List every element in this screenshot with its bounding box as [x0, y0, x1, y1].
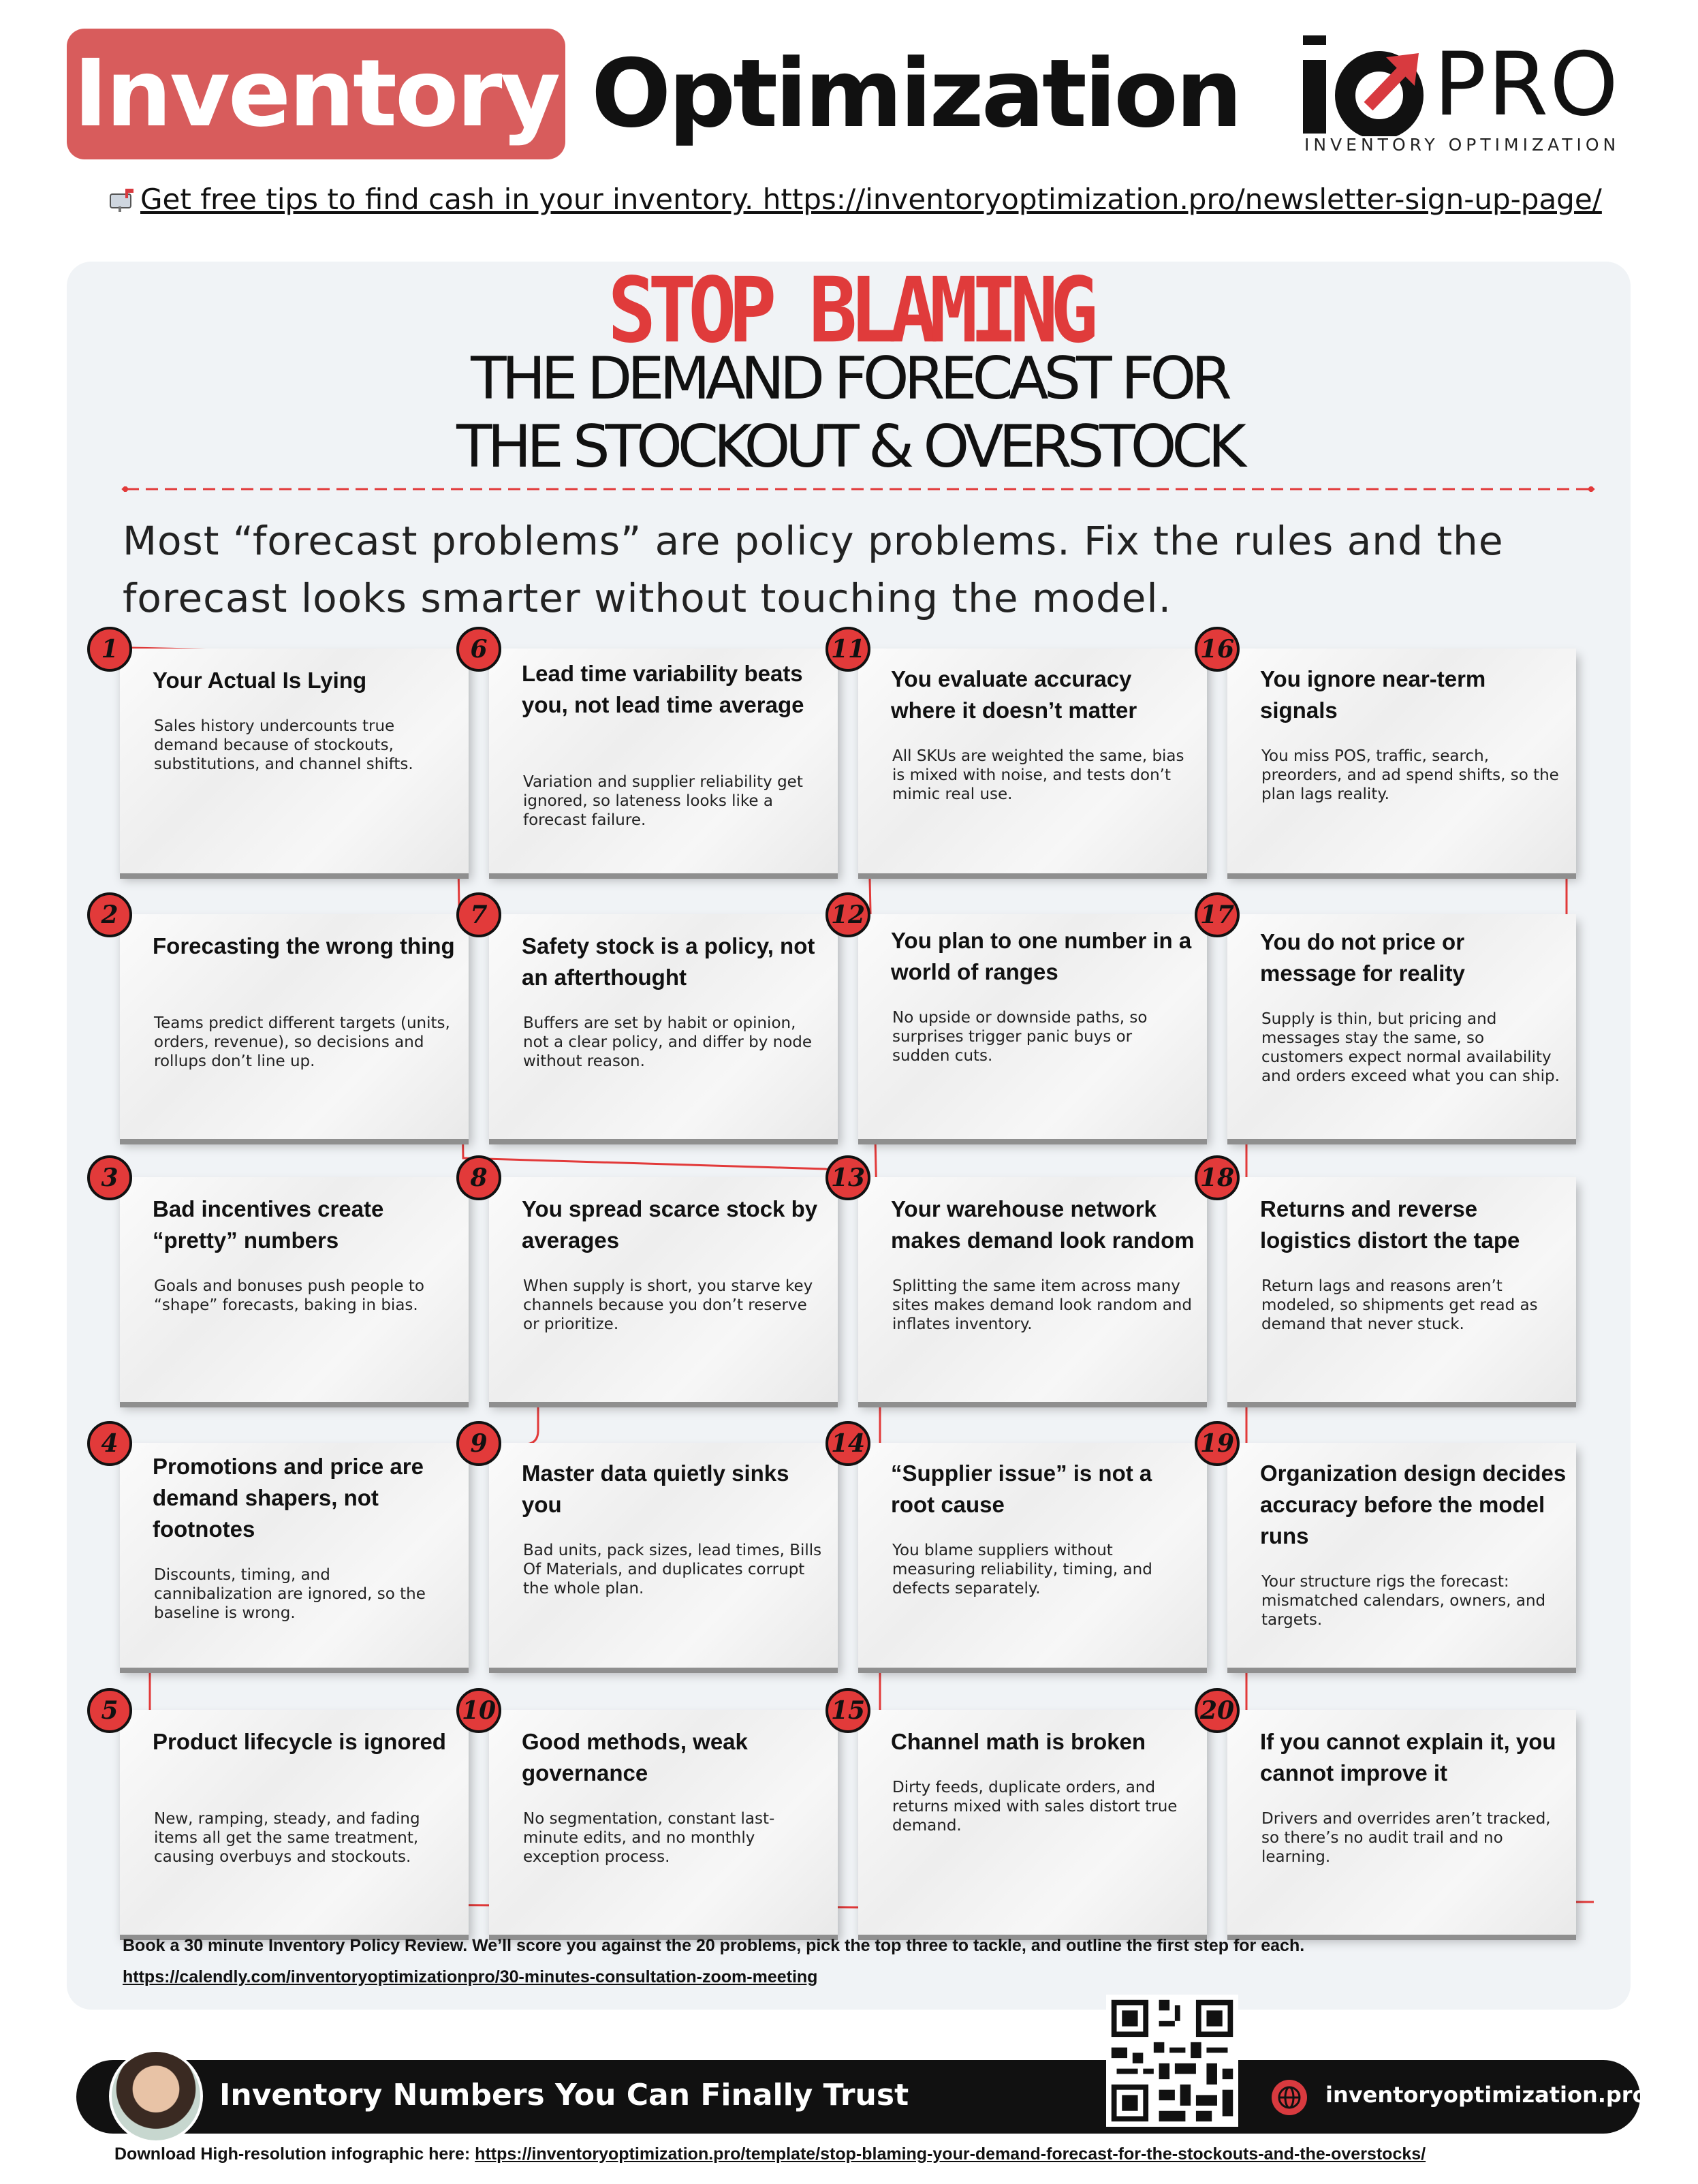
problem-number-badge: 11 [826, 627, 870, 672]
problem-number-badge: 7 [456, 892, 501, 937]
problem-card-20 [1227, 1710, 1576, 1935]
problem-card-title: Organization design decides accuracy before the model runs [1260, 1461, 1567, 1548]
problem-card-description: New, ramping, steady, and fading items all get the same treatment, causing overbuys and stockouts. [154, 1810, 420, 1866]
cta-link[interactable]: https://calendly.com/inventoryoptimizationpro/30-minutes-consultation-zoom-meeting [123, 1967, 818, 1986]
problem-card-2 [120, 914, 469, 1139]
problem-card-11 [858, 649, 1207, 873]
problem-card-5 [120, 1710, 469, 1935]
logo-tagline: INVENTORY OPTIMIZATION [1304, 135, 1620, 155]
problem-number-badge: 18 [1195, 1155, 1240, 1200]
problem-card-description: Buffers are set by habit or opinion, not a clear policy, and differ by node without reason. [523, 1014, 813, 1070]
footer-website[interactable]: inventoryoptimization.pro [1325, 2082, 1648, 2108]
problem-card-description: No segmentation, constant last-minute edits, and no monthly exception process. [523, 1810, 775, 1866]
problem-card-7 [489, 914, 838, 1139]
problem-card-title: You plan to one number in a world of ranges [891, 928, 1192, 984]
problem-card-title: Your warehouse network makes demand look random [891, 1196, 1195, 1253]
problem-number-badge: 17 [1195, 892, 1240, 937]
problem-number-badge: 15 [826, 1688, 870, 1733]
problem-number-badge: 8 [456, 1155, 501, 1200]
problem-number-badge: 12 [826, 892, 870, 937]
problem-card-title: “Supplier issue” is not a root cause [891, 1461, 1152, 1517]
problem-card-title: Product lifecycle is ignored [153, 1729, 446, 1754]
problem-card-description: Drivers and overrides aren’t tracked, so there’s no audit trail and no learning. [1261, 1810, 1551, 1866]
problem-number-badge: 9 [456, 1421, 501, 1466]
problem-number-badge: 16 [1195, 627, 1240, 672]
logo-pro-text: PRO [1434, 34, 1620, 136]
headline-line-1: THE DEMAND FORECAST FOR [471, 345, 1227, 413]
problem-card-16 [1227, 649, 1576, 873]
qr-code-icon[interactable] [1106, 1995, 1238, 2127]
download-link[interactable]: https://inventoryoptimization.pro/template/stop-blaming-your-demand-forecast-for-the-stockouts-and-the-overstocks/ [475, 2144, 1426, 2164]
problem-card-18 [1227, 1177, 1576, 1402]
problem-card-title: You evaluate accuracy where it doesn’t matter [891, 666, 1137, 723]
headline-kicker: STOP BLAMING [608, 258, 1090, 363]
problem-card-17 [1227, 914, 1576, 1139]
mailbox-icon [109, 185, 136, 207]
problem-card-10 [489, 1710, 838, 1935]
problem-card-title: Lead time variability beats you, not lead time average [522, 661, 804, 717]
cta-text: Book a 30 minute Inventory Policy Review. We’ll score you against the 20 problems, pick the top three to tackle, and outline the first step for each. [123, 1936, 1305, 1955]
page-title: Optimization [591, 39, 1240, 149]
problem-number-badge: 14 [826, 1421, 870, 1466]
problem-card-title: Safety stock is a policy, not an afterthought [522, 933, 815, 990]
download-label: Download High-resolution infographic here: [114, 2144, 475, 2164]
globe-icon [1271, 2079, 1308, 2116]
problem-card-description: Sales history undercounts true demand because of stockouts, substitutions, and channel shifts. [154, 717, 413, 773]
problem-card-description: You miss POS, traffic, search, preorders, and ad spend shifts, so the plan lags reality. [1261, 747, 1559, 803]
intro-text: Most “forecast problems” are policy problems. Fix the rules and the forecast looks smarter without touching the model. [123, 518, 1504, 621]
problem-card-description: Splitting the same item across many sites makes demand look random and inflates inventory. [892, 1277, 1192, 1333]
problem-card-description: Bad units, pack sizes, lead times, Bills Of Materials, and duplicates corrupt the whole plan. [523, 1542, 822, 1597]
dashed-divider [121, 486, 1597, 492]
problem-card-8 [489, 1177, 838, 1402]
problem-card-description: No upside or downside paths, so surprises trigger panic buys or sudden cuts. [892, 1009, 1148, 1065]
problem-card-1 [120, 649, 469, 873]
problem-number-badge: 3 [87, 1155, 132, 1200]
problem-card-title: Returns and reverse logistics distort the tape [1260, 1196, 1520, 1253]
problem-card-9 [489, 1443, 838, 1668]
problem-number-badge: 20 [1195, 1688, 1240, 1733]
problem-card-title: Good methods, weak governance [522, 1729, 748, 1785]
problem-card-6 [489, 649, 838, 873]
problem-card-title: Bad incentives create “pretty” numbers [153, 1196, 384, 1253]
title-badge: Inventory [67, 29, 565, 159]
problem-card-description: Dirty feeds, duplicate orders, and returns mixed with sales distort true demand. [892, 1779, 1178, 1835]
problem-card-description: You blame suppliers without measuring reliability, timing, and defects separately. [892, 1542, 1152, 1597]
problem-card-3 [120, 1177, 469, 1402]
problem-number-badge: 13 [826, 1155, 870, 1200]
headline-line-2: THE STOCKOUT & OVERSTOCK [456, 413, 1242, 481]
problem-card-description: Variation and supplier reliability get ignored, so lateness looks like a forecast failure. [523, 773, 803, 829]
newsletter-link[interactable] [109, 183, 1602, 216]
newsletter-text: Get free tips to find cash in your inventory. https://inventoryoptimization.pro/newsletter-sign-up-page/ [140, 183, 1602, 216]
problem-card-4 [120, 1443, 469, 1668]
problem-card-14 [858, 1443, 1207, 1668]
problem-card-title: You do not price or message for reality [1260, 929, 1465, 986]
problem-card-title: Master data quietly sinks you [522, 1461, 789, 1517]
problem-card-description: Teams predict different targets (units, orders, revenue), so decisions and rollups don’t line up. [154, 1014, 450, 1070]
footer-slogan: Inventory Numbers You Can Finally Trust [219, 2078, 909, 2112]
problem-card-13 [858, 1177, 1207, 1402]
problem-number-badge: 6 [456, 627, 501, 672]
problem-card-description: Your structure rigs the forecast: mismatched calendars, owners, and targets. [1261, 1573, 1546, 1629]
problem-card-title: You ignore near-term signals [1260, 666, 1486, 723]
problem-number-badge: 2 [87, 892, 132, 937]
problem-card-title: You spread scarce stock by averages [522, 1196, 818, 1253]
download-line [114, 2144, 1426, 2164]
problem-number-badge: 1 [87, 627, 132, 672]
problem-card-12 [858, 914, 1207, 1139]
problem-card-description: Supply is thin, but pricing and messages stay the same, so customers expect normal availability and orders exceed what you can ship. [1261, 1010, 1560, 1085]
problem-card-description: Goals and bonuses push people to “shape” forecasts, baking in bias. [154, 1277, 424, 1314]
problem-card-description: When supply is short, you starve key channels because you don’t reserve or prioritize. [523, 1277, 813, 1333]
problem-card-title: If you cannot explain it, you cannot improve it [1260, 1729, 1556, 1785]
problem-card-title: Channel math is broken [891, 1729, 1146, 1754]
problem-number-badge: 19 [1195, 1421, 1240, 1466]
problem-card-description: Return lags and reasons aren’t modeled, so shipments get read as demand that never stuck. [1261, 1277, 1538, 1333]
problem-number-badge: 5 [87, 1688, 132, 1733]
problem-card-title: Your Actual Is Lying [153, 668, 367, 693]
problem-card-description: Discounts, timing, and cannibalization are ignored, so the baseline is wrong. [154, 1566, 426, 1622]
problem-card-15 [858, 1710, 1207, 1935]
problem-number-badge: 4 [87, 1421, 132, 1466]
problem-card-title: Promotions and price are demand shapers, not footnotes [153, 1454, 424, 1542]
problem-card-19 [1227, 1443, 1576, 1668]
problem-number-badge: 10 [456, 1688, 501, 1733]
problem-card-description: All SKUs are weighted the same, bias is mixed with noise, and tests don’t mimic real use. [892, 747, 1184, 803]
avatar [109, 2049, 203, 2143]
problem-card-title: Forecasting the wrong thing [153, 933, 455, 958]
iopro-logo [1298, 20, 1638, 157]
